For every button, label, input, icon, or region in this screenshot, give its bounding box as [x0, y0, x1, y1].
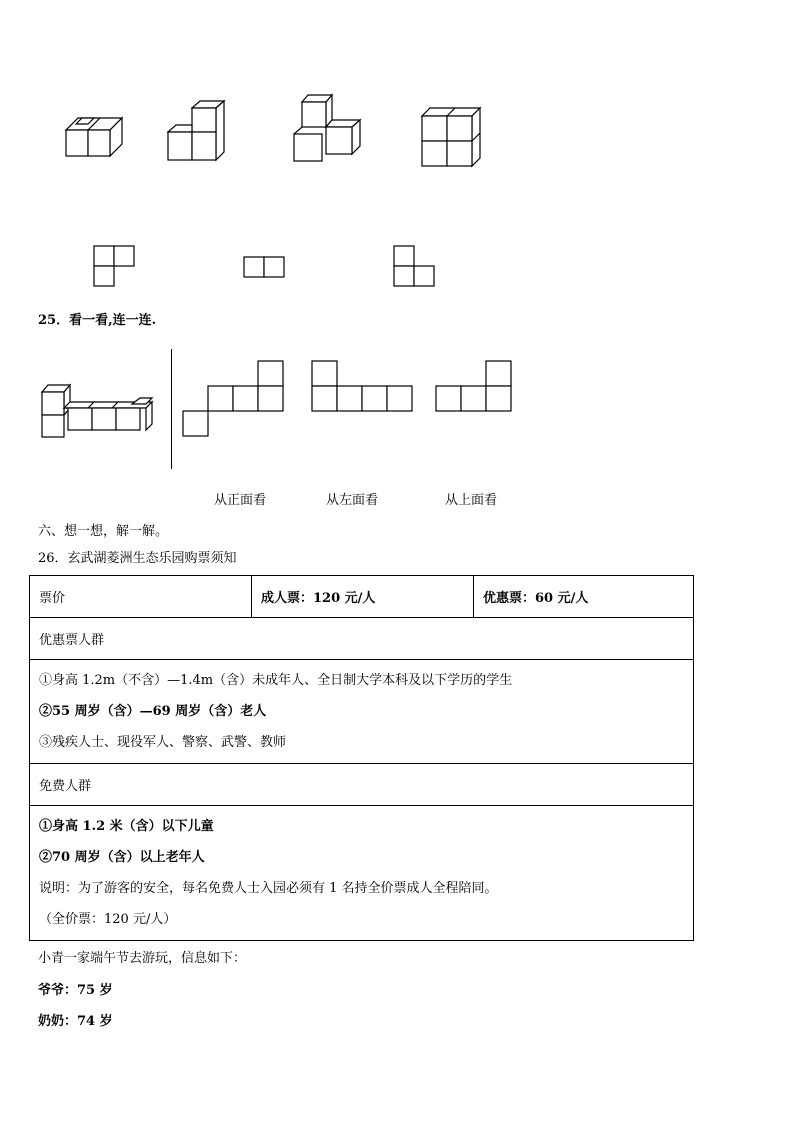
view-option-1: [181, 359, 287, 439]
view-label-left: 从左面看: [326, 493, 379, 508]
cube-figure-q25: [38, 380, 156, 442]
table-row-price: [30, 576, 694, 618]
table-row-discount-header: [30, 618, 694, 660]
table-row-free-header: [30, 764, 694, 806]
question-25-title: 25．看一看,连一连.: [38, 313, 157, 328]
list-item: ②70 周岁（含）以上老年人: [39, 850, 205, 865]
list-item: ③残疾人士、现役军人、警察、武警、教师: [39, 735, 287, 750]
list-item: ②55 周岁（含）—69 周岁（含）老人: [39, 704, 267, 719]
view-shape-2: [242, 255, 288, 279]
list-item: ①身高 1.2m（不含）—1.4m（含）未成年人、全日制大学本科及以下学历的学生: [39, 673, 513, 688]
cube-figure-2: [162, 98, 232, 164]
cell-adult-ticket: 成人票：120 元/人: [252, 576, 474, 618]
table-row-free-list: [30, 806, 694, 941]
view-label-top: 从上面看: [445, 493, 498, 508]
family-intro: 小青一家端午节去游玩，信息如下：: [38, 951, 247, 966]
ticket-info-table: [29, 575, 694, 941]
cube-figure-4: [418, 104, 484, 170]
section-6-title: 六、想一想，解一解。: [38, 524, 169, 539]
divider-line: [171, 349, 172, 469]
question-26-title: 26．玄武湖菱洲生态乐园购票须知: [38, 551, 237, 566]
cell-free-list: [30, 806, 694, 941]
cube-figure-1: [60, 110, 130, 162]
cell-discount-ticket: 优惠票：60 元/人: [474, 576, 694, 618]
view-option-3: [434, 359, 516, 415]
table-row-discount-list: [30, 660, 694, 764]
list-item: （全价票：120 元/人）: [39, 912, 177, 927]
grandpa-age: 爷爷：75 岁: [38, 983, 113, 998]
grandma-age: 奶奶：74 岁: [38, 1014, 113, 1029]
list-item: 说明：为了游客的安全，每名免费人士入园必须有 1 名持全价票成人全程陪同。: [39, 881, 498, 896]
view-shape-3: [392, 244, 438, 288]
cell-free-group: 免费人群: [30, 764, 694, 806]
cell-price-label: 票价: [30, 576, 252, 618]
view-label-front: 从正面看: [214, 493, 267, 508]
list-item: ①身高 1.2 米（含）以下儿童: [39, 819, 214, 834]
view-shape-1: [92, 244, 138, 288]
view-option-2: [310, 359, 416, 415]
cube-figure-3: [288, 90, 364, 166]
cell-discount-list: [30, 660, 694, 764]
cell-discount-group: 优惠票人群: [30, 618, 694, 660]
